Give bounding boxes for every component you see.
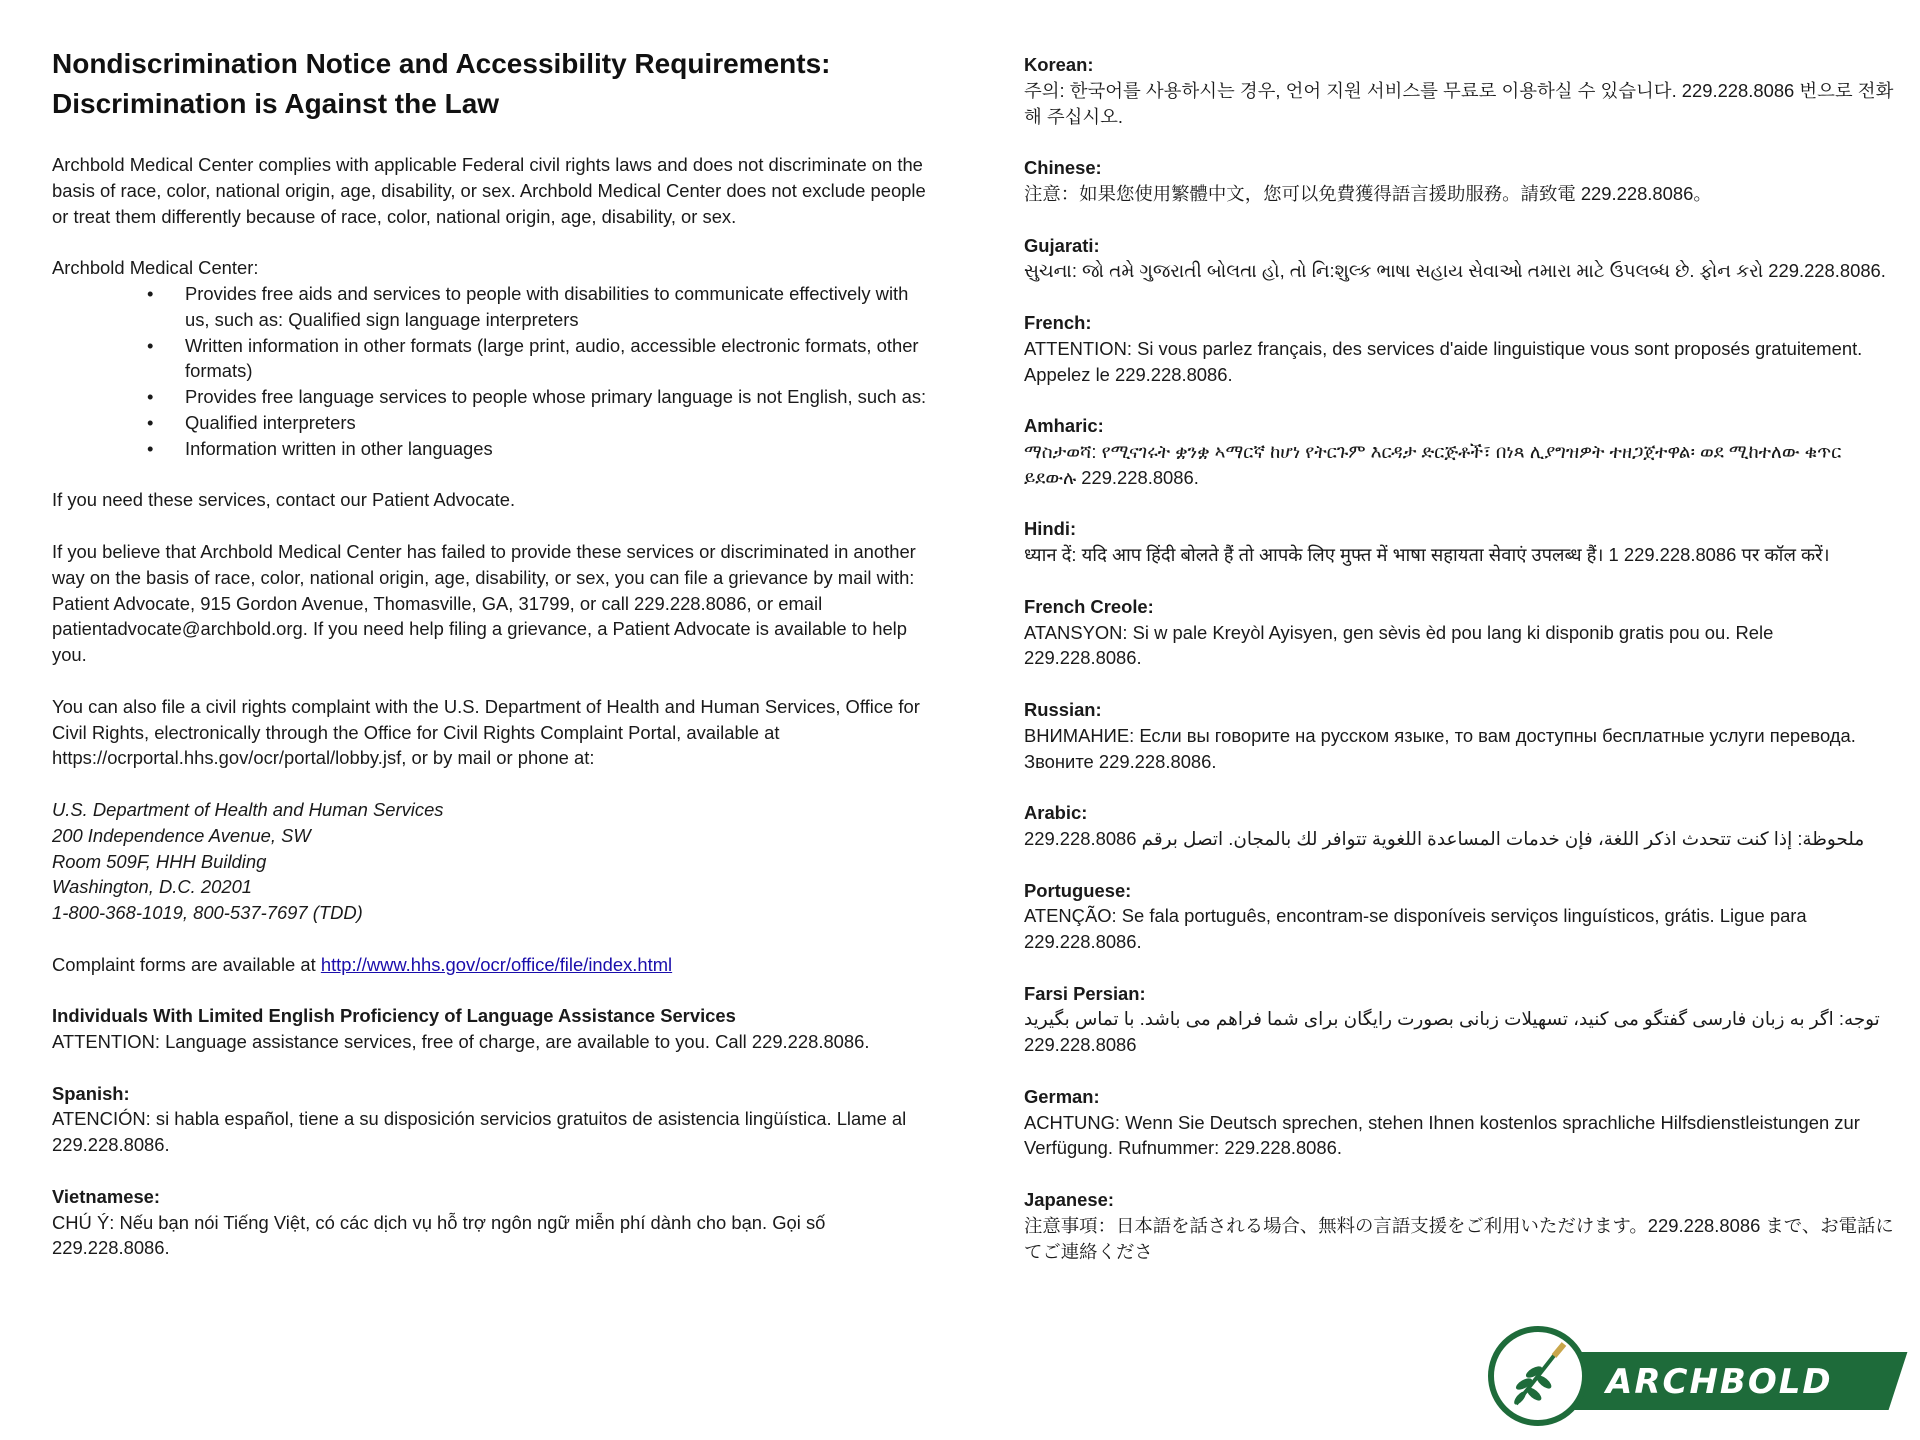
lep-text: ATTENTION: Language assistance services, free of charge, are available to you. Call 229.228.8086. [52,1031,870,1053]
intro-paragraph: Archbold Medical Center complies with applicable Federal civil rights laws and does not discriminate on the basis of race, color, national origin, age, disability, or sex. Archbold Medical Center does not exclude people or treat them differently because of race, color, national origin, age, disability, or sex. [52,154,926,227]
language-name: French Creole: [1024,595,1154,617]
address-line: 1-800-368-1019, 800-537-7697 (TDD) [52,902,363,924]
complaint-forms-link[interactable]: http://www.hhs.gov/ocr/office/file/index.html [320,953,673,975]
language-name: Arabic: [1024,802,1088,824]
language-name: Hindi: [1024,518,1077,540]
language-block-chinese [1024,155,1894,207]
address-line: Washington, D.C. 20201 [52,876,253,898]
language-block-gujarati [1024,233,1894,285]
title-line-1: Nondiscrimination Notice and Accessibility Requirements: [52,48,831,79]
logo-seal-icon [1488,1326,1588,1426]
contact-paragraph: If you need these services, contact our Patient Advocate. [52,489,516,511]
language-text: ATTENTION: Si vous parlez français, des services d'aide linguistique vous sont proposés gratuitement. Appelez le 229.228.8086. [1024,337,1863,385]
language-name: Gujarati: [1024,234,1100,256]
language-text: ACHTUNG: Wenn Sie Deutsch sprechen, stehen Ihnen kostenlos sprachliche Hilfsdienstleistungen zur Verfügung. Rufnummer: 229.228.8086. [1024,1111,1860,1159]
list-item: • Provides free aids and services to people with disabilities to communicate effectively with us, such as: Qualified sign language interpreters [185,281,932,333]
language-block-french-creole [1024,594,1894,671]
right-column [1024,52,1894,1290]
page-title [52,44,932,124]
language-block-french [1024,310,1894,387]
language-text: ማስታወሻ: የሚናገሩት ቋንቋ ኣማርኛ ከሆነ የትርጉም እርዳታ ድርጅቶች፣ በነጻ ሊያግዝዎት ተዘጋጀተዋል፡ ወደ ሚከተለው ቁጥር ይደውሉ 229.228.8086. [1024,440,1842,488]
language-text: توجه: اگر به زبان فارسی گفتگو می کنید، تسهیلات زبانی بصورت رایگان برای شما فراهم می باشد. با تماس بگیرید 229.228.8086 [1024,1008,1880,1056]
language-name: Chinese: [1024,157,1102,179]
language-text: ملحوظة: إذا كنت تتحدث اذكر اللغة، فإن خدمات المساعدة اللغوية تتوافر لك بالمجان. اتصل برقم 229.228.8086 [1024,827,1865,849]
language-text: 주의: 한국어를 사용하시는 경우, 언어 지원 서비스를 무료로 이용하실 수 있습니다. 229.228.8086 번으로 전화해 주십시오. [1024,79,1894,127]
address-line: Room 509F, HHH Building [52,850,267,872]
list-item: • Written information in other formats (large print, audio, accessible electronic formats, other formats) [185,333,932,385]
language-block-russian [1024,697,1894,774]
list-item: • Provides free language services to people whose primary language is not English, such as: [185,384,932,410]
language-block-vietnamese [52,1184,932,1261]
language-block-hindi [1024,516,1894,568]
language-block-spanish [52,1081,932,1158]
language-text: ATENCIÓN: si habla español, tiene a su disposición servicios gratuitos de asistencia lingüística. Llame al 229.228.8086. [52,1108,907,1156]
list-heading: Archbold Medical Center: [52,257,259,279]
language-text: ATANSYON: Si w pale Kreyòl Ayisyen, gen sèvis èd pou lang ki disponib gratis pou ou. Rele 229.228.8086. [1024,621,1774,669]
address-line: U.S. Department of Health and Human Services [52,798,444,820]
language-text: 注意：如果您使用繁體中文，您可以免費獲得語言援助服務。請致電 229.228.8086。 [1024,182,1712,204]
language-name: Russian: [1024,698,1102,720]
language-name: Spanish: [52,1082,130,1104]
language-block-korean [1024,52,1894,129]
grievance-paragraph: If you believe that Archbold Medical Center has failed to provide these services or discriminated in another way on the basis of race, color, national origin, age, disability, or sex, you can file a grievance by mail with: Patient Advocate, 915 Gordon Avenue, Thomasville, GA, 31799, or call 229.228.8086, or email patientadvocate@archbold.org. If you need help filing a grievance, a Patient Advocate is available to help you. [52,540,916,666]
complaint-forms-line [52,952,932,978]
language-text: 注意事項：日本語を話される場合、無料の言語支援をご利用いただけます。229.228.8086 まで、お電話にてご連絡くださ [1024,1214,1894,1262]
language-text: CHÚ Ý: Nếu bạn nói Tiếng Việt, có các dịch vụ hỗ trợ ngôn ngữ miễn phí dành cho bạn. Gọi số 229.228.8086. [52,1211,826,1259]
language-block-german [1024,1084,1894,1161]
language-text: સુચના: જો તમે ગુજરાતી બોલતા હો, તો નિ:શુલ્ક ભાષા સહાય સેવાઓ તમારા માટે ઉપલબ્ધ છે. ફોન કરો 229.228.8086. [1024,260,1886,282]
language-name: Amharic: [1024,415,1104,437]
services-list [52,281,932,462]
language-name: Portuguese: [1024,879,1132,901]
language-block-amharic [1024,413,1894,490]
language-text: ВНИМАНИЕ: Если вы говорите на русском языке, то вам доступны бесплатные услуги перевода. Звоните 229.228.8086. [1024,724,1856,772]
staff-leaves-icon [1494,1332,1582,1420]
complaint-paragraph: You can also file a civil rights complaint with the U.S. Department of Health and Human Services, Office for Civil Rights, electronically through the Office for Civil Rights Complaint Portal, available at https://ocrportal.hhs.gov/ocr/portal/lobby.jsf, or by mail or phone at: [52,695,920,769]
lep-heading: Individuals With Limited English Proficiency of Language Assistance Services [52,1005,736,1027]
language-name: German: [1024,1085,1100,1107]
list-item: • Qualified interpreters [185,410,932,436]
title-line-2: Discrimination is Against the Law [52,88,500,119]
language-name: Korean: [1024,54,1094,75]
logo-wordmark: ARCHBOLD [1606,1362,1833,1402]
language-block-farsi [1024,981,1894,1058]
language-block-portuguese [1024,878,1894,955]
complaint-forms-text: Complaint forms are available at [52,953,321,975]
language-name: Farsi Persian: [1024,982,1146,1004]
address-line: 200 Independence Avenue, SW [52,824,311,846]
language-name: French: [1024,311,1092,333]
language-block-arabic [1024,800,1894,852]
language-text: ध्यान दें: यदि आप हिंदी बोलते हैं तो आपके लिए मुफ्त में भाषा सहायता सेवाएं उपलब्ध हैं। 1 229.228.8086 पर कॉल करें। [1024,544,1830,566]
language-text: ATENÇÃO: Se fala português, encontram-se disponíveis serviços linguísticos, grátis. Ligue para 229.228.8086. [1024,905,1807,953]
archbold-logo [1488,1326,1912,1430]
list-item: • Information written in other languages [185,436,932,462]
left-column [52,44,932,1287]
language-name: Japanese: [1024,1189,1114,1211]
language-block-japanese [1024,1187,1894,1264]
hhs-address [52,797,932,926]
language-name: Vietnamese: [52,1185,161,1207]
